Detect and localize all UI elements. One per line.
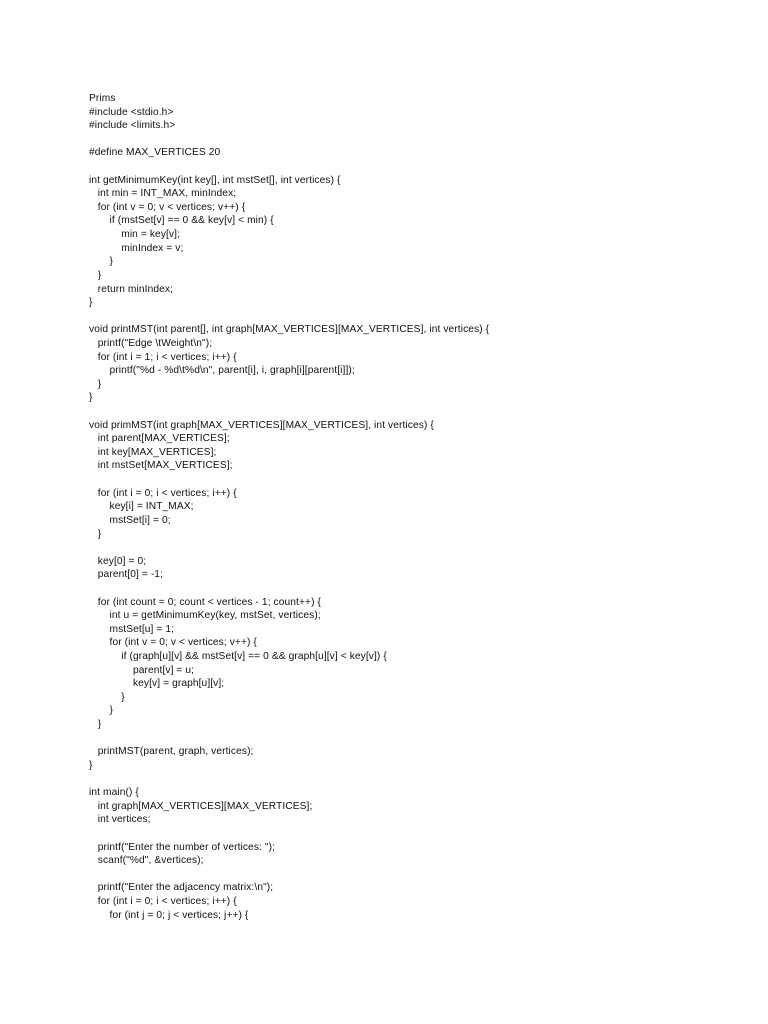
code-line: }	[89, 691, 125, 703]
code-line: Prims	[89, 93, 116, 104]
code-line: return minIndex;	[89, 283, 174, 295]
code-line: for (int j = 0; j < vertices; j++) {	[89, 909, 249, 921]
code-line: }	[89, 378, 102, 390]
code-line: printf("%d - %d\t%d\n", parent[i], i, graph[i][parent[i]]);	[89, 365, 355, 377]
code-line	[89, 732, 749, 746]
code-line: void printMST(int parent[], int graph[MAX_VERTICES][MAX_VERTICES], int vertices) {	[89, 324, 490, 336]
code-line: printf("Enter the number of vertices: ");	[89, 841, 276, 853]
code-line	[89, 405, 749, 419]
code-line: void primMST(int graph[MAX_VERTICES][MAX_VERTICES], int vertices) {	[89, 419, 434, 431]
code-line: #define MAX_VERTICES 20	[89, 147, 221, 159]
code-line: for (int count = 0; count < vertices - 1; count++) {	[89, 596, 322, 608]
code-line: parent[v] = u;	[89, 664, 195, 676]
code-line: min = key[v];	[89, 229, 180, 241]
code-line	[89, 310, 749, 324]
code-line: for (int i = 1; i < vertices; i++) {	[89, 351, 237, 363]
code-line: key[i] = INT_MAX;	[89, 501, 194, 513]
code-line: printf("Enter the adjacency matrix:\n");	[89, 882, 274, 894]
code-line: }	[89, 392, 93, 404]
code-line: int getMinimumKey(int key[], int mstSet[], int vertices) {	[89, 174, 341, 186]
code-line	[89, 133, 749, 147]
code-line	[89, 160, 749, 174]
code-line: scanf("%d", &vertices);	[89, 855, 204, 867]
code-line: int mstSet[MAX_VERTICES];	[89, 460, 233, 472]
code-line: }	[89, 528, 102, 540]
code-line	[89, 772, 749, 786]
code-line: }	[89, 297, 93, 309]
code-line: }	[89, 759, 93, 771]
code-line: int parent[MAX_VERTICES];	[89, 433, 230, 445]
code-line	[89, 827, 749, 841]
code-line: int u = getMinimumKey(key, mstSet, vertices);	[89, 610, 321, 622]
code-line: parent[0] = -1;	[89, 569, 164, 581]
code-line: }	[89, 269, 102, 281]
code-line: mstSet[u] = 1;	[89, 623, 175, 635]
code-line: if (graph[u][v] && mstSet[v] == 0 && graph[u][v] < key[v]) {	[89, 650, 387, 662]
code-line	[89, 541, 749, 555]
code-line: if (mstSet[v] == 0 && key[v] < min) {	[89, 215, 274, 227]
code-line: for (int v = 0; v < vertices; v++) {	[89, 637, 257, 649]
code-line: }	[89, 705, 114, 717]
code-line: printf("Edge \tWeight\n");	[89, 337, 213, 349]
code-line: for (int v = 0; v < vertices; v++) {	[89, 201, 246, 213]
code-line	[89, 582, 749, 596]
code-line: for (int i = 0; i < vertices; i++) {	[89, 487, 237, 499]
code-line: int main() {	[89, 787, 139, 799]
code-line: for (int i = 0; i < vertices; i++) {	[89, 895, 237, 907]
code-line: printMST(parent, graph, vertices);	[89, 746, 254, 758]
code-line: minIndex = v;	[89, 242, 184, 254]
code-line: int vertices;	[89, 814, 151, 826]
code-line: #include <limits.h>	[89, 120, 176, 132]
code-listing	[89, 92, 749, 922]
code-line: int min = INT_MAX, minIndex;	[89, 188, 237, 200]
code-line: #include <stdio.h>	[89, 106, 174, 118]
code-line	[89, 473, 749, 487]
code-line: key[v] = graph[u][v];	[89, 678, 225, 690]
code-line	[89, 868, 749, 882]
code-line: int key[MAX_VERTICES];	[89, 446, 217, 458]
code-line: }	[89, 256, 114, 268]
code-line: mstSet[i] = 0;	[89, 514, 171, 526]
code-line: }	[89, 719, 102, 731]
code-line: key[0] = 0;	[89, 555, 147, 567]
code-line: int graph[MAX_VERTICES][MAX_VERTICES];	[89, 800, 313, 812]
